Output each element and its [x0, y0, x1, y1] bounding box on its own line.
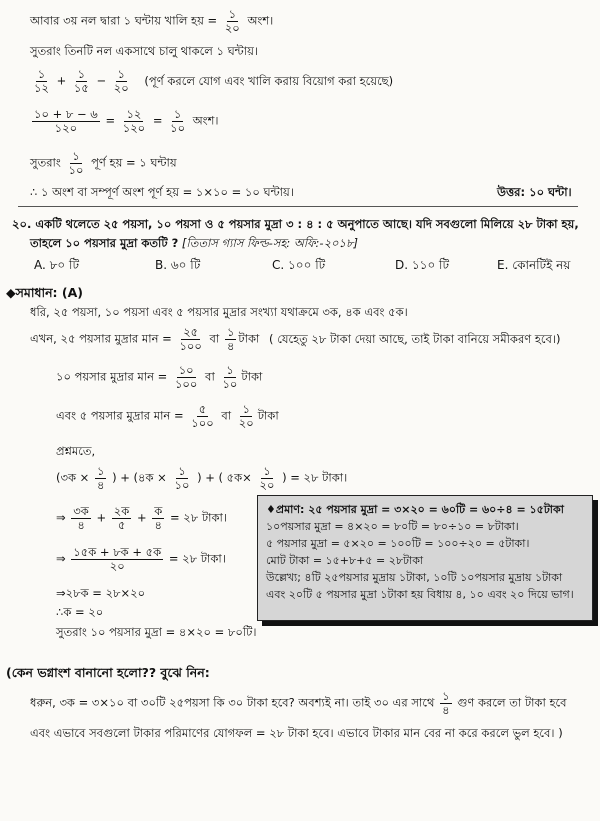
option-e: E. কোনটিই নয়: [497, 258, 571, 272]
option-a: A. ৮০ টি: [34, 258, 80, 272]
proof-line-5: উল্লেখ্য; ৪টি ২৫পয়সার মুদ্রায় ১টাকা, ১০টি ১০পয়সার মুদ্রায় ১টাকা: [266, 571, 563, 585]
proof-line-1: ♦প্রমাণ: ২৫ পয়সার মুদ্রা = ৩×২০ = ৬০টি = ৬০÷৪ = ১৫টাকা: [266, 503, 564, 516]
solution-line-3: ১০ পয়সার মুদ্রার মান = $\frac{১০}{১০০}$ বা $\frac{১}{১০}$ টাকা: [56, 363, 263, 391]
equation-5: ∴ক = ২০: [56, 605, 104, 619]
proof-line-4: মোট টাকা = ১৫+৮+৫ = ২৮টাকা: [266, 554, 424, 568]
solution-line-4: এবং ৫ পয়সার মুদ্রার মান = $\frac{৫}{১০০}$ বা $\frac{১}{২০}$ টাকা: [56, 402, 279, 430]
option-c: C. ১০০ টি: [272, 258, 326, 272]
prev-line-5: সুতরাং $\frac{১}{১০}$ পূর্ণ হয় = ১ ঘন্টায়: [30, 149, 177, 177]
question-line-1: ২০. একটি থলেতে ২৫ পয়সা, ১০ পয়সা ও ৫ পয়সার মুদ্রা ৩ : ৪ : ৫ অনুপাতে আছে। যদি সবগুলো মিলিয়ে ২৮ টাকা হয়,: [12, 217, 579, 231]
proof-line-6: এবং ২০টি ৫ পয়সার মুদ্রা ১টাকা হয় বিধায় ৪, ১০ এবং ২০ দিয়ে ভাগ।: [266, 588, 574, 602]
proof-box: [257, 495, 593, 621]
proof-line-2: ১০পয়সার মুদ্রা = ৪×২০ = ৮০টি = ৮০÷১০ = ৮টাকা।: [266, 520, 519, 534]
solution-heading: ◆সমাধান: (A): [6, 285, 83, 300]
prev-line-6: ∴ ১ অংশ বা সম্পূর্ণ অংশ পূর্ণ হয় = ১×১০ = ১০ ঘন্টায়।: [30, 185, 294, 199]
equation-6: সুতরাং ১০ পয়সার মুদ্রা = ৪×২০ = ৮০টি।: [56, 625, 257, 639]
question-line-2: তাহলে ১০ পয়সার মুদ্রা কতটি ? [তিতাস গ্যাস ফিল্ড-সহ: অফি:-২০১৮]: [30, 236, 358, 250]
prev-line-3: $\frac{১}{১২}$ + $\frac{১}{১৫}$ − $\frac{১}{২০}$ (পূর্ণ করলে যোগ এবং খালি করায় বিয়োগ করা হয়েছে): [34, 67, 394, 95]
divider: [18, 206, 578, 207]
diamond-bullet-icon: ◆: [6, 285, 16, 300]
equation-1: (৩ক × $\frac{১}{৪}$ ) + (৪ক × $\frac{১}{১০}$ ) + ( ৫ক× $\frac{১}{২০}$ ) = ২৮ টাকা।: [56, 464, 348, 492]
option-b: B. ৬০ টি: [155, 258, 201, 272]
prev-line-1: আবার ৩য় নল দ্বারা ১ ঘন্টায় খালি হয় = $\frac{১}{২০}$ অংশ।: [30, 7, 274, 35]
note-line-1: ধরুন, ৩ক = ৩×১০ বা ৩০টি ২৫পয়সা কি ৩০ টাকা হবে? অবশ্যই না। তাই ৩০ এর সাথে $\frac{১}{৪}$ গুণ করলে তা টাকা হবে: [30, 689, 567, 717]
note-line-2: এবং এভাবে সবগুলো টাকার পরিমাণের যোগফল = ২৮ টাকা হবে। এভাবে টাকার মান বের না করে করলে ভুল হবে। ): [30, 726, 563, 740]
note-heading: (কেন ভগ্নাংশ বানানো হলো?? বুঝে নিন:: [6, 665, 210, 680]
solution-line-1: ধরি, ২৫ পয়সা, ১০ পয়সা এবং ৫ পয়সার মুদ্রার সংখ্যা যথাক্রমে ৩ক, ৪ক এবং ৫ক।: [30, 305, 408, 319]
fraction: $\frac{১}{২০}$: [224, 7, 240, 35]
equation-3: ⇒ $\frac{\text{১৫ক + ৮ক + ৫ক}}{২০}$ = ২৮ টাকা।: [56, 545, 226, 573]
solution-line-2: এখন, ২৫ পয়সার মুদ্রার মান = $\frac{২৫}{১০০}$ বা $\frac{১}{৪}$ টাকা ( যেহেতু ২৮ টাকা দেয়া আছে, তাই টাকা বানিয়ে সমীকরণ হবে।): [30, 325, 561, 353]
prev-line-2: সুতরাং তিনটি নল একসাথে চালু থাকলে ১ ঘন্টায়।: [30, 44, 258, 58]
prev-line-4: $\frac{১০ + ৮ - ৬}{১২০}$ = $\frac{১২}{১২০}$ = $\frac{১}{১০}$ অংশ।: [34, 107, 219, 135]
option-d: D. ১১০ টি: [395, 258, 450, 272]
proof-line-3: ৫ পয়সার মুদ্রা = ৫×২০ = ১০০টি = ১০০÷২০ = ৫টাকা।: [266, 537, 530, 551]
answer-label: উত্তর: ১০ ঘন্টা।: [497, 185, 572, 199]
solution-line-5: প্রশ্নমতে,: [56, 444, 96, 458]
equation-2: ⇒ $\frac{\text{৩ক}}{৪}$ + $\frac{\text{২ক}}{৫}$ + $\frac{\text{ক}}{৪}$ = ২৮ টাকা।: [56, 504, 227, 532]
equation-4: ⇒২৮ক = ২৮×২০: [56, 586, 146, 600]
